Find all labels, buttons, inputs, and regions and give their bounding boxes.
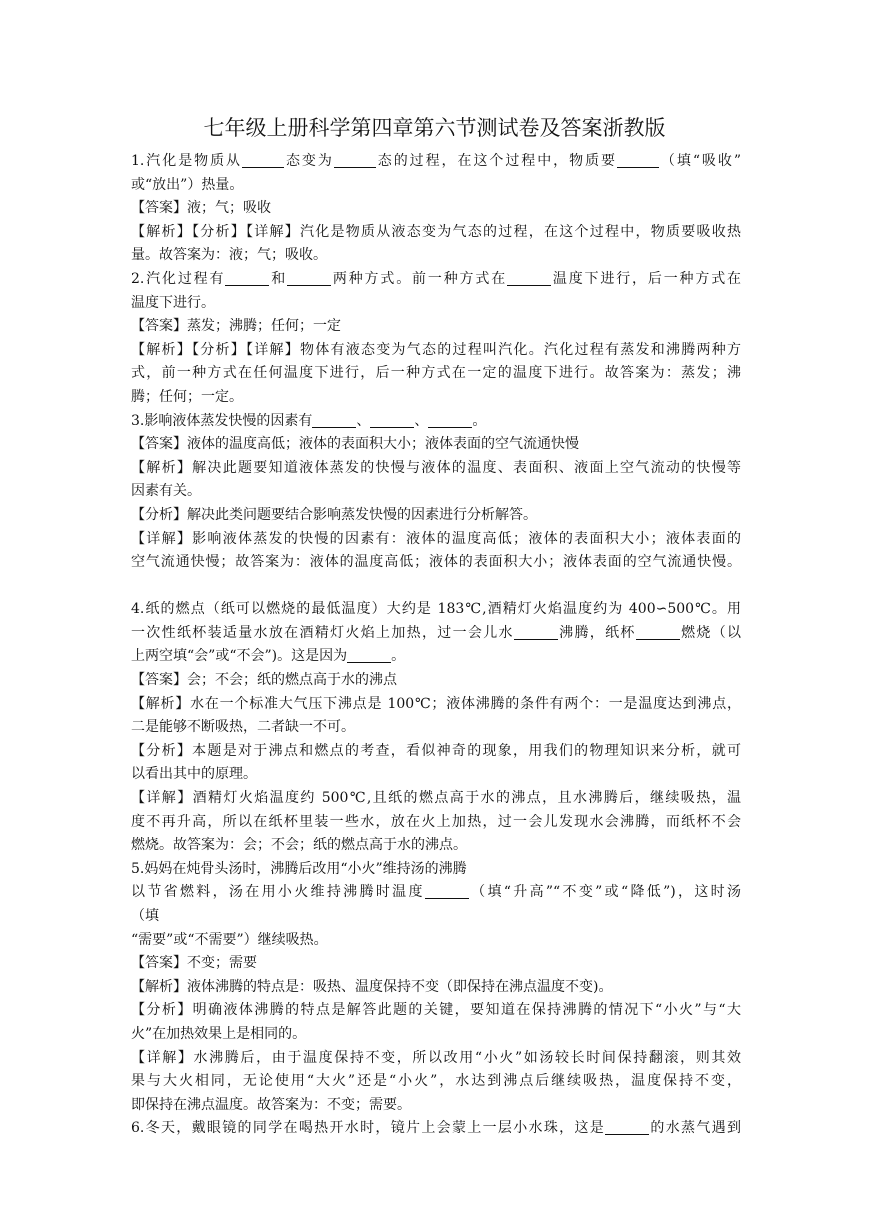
explanation-2-line-3: 腾；任何；一定。	[131, 388, 243, 405]
analysis-3-line-2: 因素有关。	[131, 483, 201, 500]
analysis-3-line-1: 【解析】解决此题要知道液体蒸发的快慢与液体的温度、表面积、液面上空气流动的快慢等	[131, 459, 741, 476]
question-6-line-1	[131, 1117, 741, 1141]
explanation-1-line-2: 量。故答案为：液；气；吸收。	[131, 247, 327, 264]
detail-4-line-1: 【详解】酒精灯火焰温度约 500℃,且纸的燃点高于水的沸点，且水沸腾后，继续吸热，温	[131, 790, 741, 807]
answer-blank	[312, 426, 356, 428]
method-3: 【分析】解决此类问题要结合影响蒸发快慢的因素进行分析解答。	[131, 506, 537, 523]
text: 1.汽化是物质从	[131, 153, 242, 169]
detail-3-line-2: 空气流通快慢；故答案为：液体的温度高低；液体的表面积大小；液体表面的空气流通快慢。	[131, 554, 741, 571]
question-4-line-1: 4.纸的燃点（纸可以燃烧的最低温度）大约是 183℃,酒精灯火焰温度约为 400∽500℃。用	[131, 601, 741, 618]
question-4-line-3	[131, 645, 741, 669]
text: 、	[414, 412, 429, 429]
text: 的水蒸气遇到	[649, 1120, 741, 1137]
method-4-line-1: 【分析】本题是对于沸点和燃点的考查，看似神奇的现象，用我们的物理知识来分析，就可	[131, 742, 741, 759]
answer-blank	[287, 284, 331, 286]
text: 温度下进行，后一种方式在	[551, 270, 741, 287]
text: 6.冬天，戴眼镜的同学在喝热开水时，镜片上会蒙上一层小水珠，这是	[131, 1120, 606, 1137]
answer-blank	[507, 284, 551, 286]
text: 。	[472, 412, 487, 429]
detail-5-line-3: 即保持在沸点温度。故答案为：不变；需要。	[131, 1096, 411, 1113]
text: 和	[269, 270, 288, 287]
answer-1: 【答案】液；气；吸收	[131, 200, 271, 217]
analysis-4-line-2: 二是能够不断吸热，二者缺一不可。	[131, 719, 355, 736]
method-4-line-2: 以看出其中的原理。	[131, 766, 257, 783]
explanation-2-line-1: 【解析】【分析】【详解】物体有液态变为气态的过程叫汽化。汽化过程有蒸发和沸腾两种方	[131, 341, 741, 358]
question-1-line-1	[131, 150, 741, 174]
page-title: 七年级上册科学第四章第六节测试卷及答案浙教版	[203, 116, 666, 140]
answer-blank	[636, 638, 680, 640]
answer-blank	[514, 638, 558, 640]
question-5-line-4: “需要”或“不需要”）继续吸热。	[131, 931, 328, 948]
answer-5: 【答案】不变；需要	[131, 955, 257, 972]
method-5-line-2: 火”在加热效果上是相同的。	[131, 1025, 307, 1042]
answer-blank	[370, 426, 414, 428]
question-2-line-2: 温度下进行。	[131, 294, 215, 311]
question-1-line-2: 或“放出”）热量。	[131, 176, 244, 193]
spacer	[131, 575, 741, 599]
text: 燃烧（以	[679, 624, 741, 641]
method-5-line-1: 【分析】明确液体沸腾的特点是解答此题的关键，要知道在保持沸腾的情况下“小火”与“大	[131, 1002, 741, 1019]
answer-blank	[428, 426, 472, 428]
text: 沸腾，纸杯	[557, 624, 636, 641]
text: 两种方式。前一种方式在	[331, 270, 508, 287]
text: （填“升高”“不变”或“降低”)，这时汤	[468, 884, 741, 901]
detail-4-line-3: 燃烧。故答案为：会；不会；纸的燃点高于水的沸点。	[131, 837, 467, 854]
answer-blank	[617, 166, 659, 168]
answer-4: 【答案】会；不会；纸的燃点高于水的沸点	[131, 672, 397, 689]
detail-3-line-1: 【详解】影响液体蒸发的快慢的因素有：液体的温度高低；液体的表面积大小；液体表面的	[131, 530, 741, 547]
text: 态的过程，在这个过程中，物质要	[375, 153, 617, 169]
text: （填“吸收”	[658, 153, 741, 169]
question-5-line-2	[131, 881, 741, 905]
text: 、	[356, 412, 371, 429]
question-5-line-3: （填	[131, 908, 159, 924]
text: 一次性纸杯装适量水放在酒精灯火焰上加热，过一会儿水	[131, 624, 514, 641]
answer-2: 【答案】蒸发；沸腾；任何；一定	[131, 318, 341, 335]
question-3-line-1	[131, 410, 741, 434]
text: 2.汽化过程有	[131, 270, 226, 287]
question-2-line-1	[131, 268, 741, 292]
explanation-1-line-1: 【解析】【分析】【详解】汽化是物质从液态变为气态的过程，在这个过程中，物质要吸收热	[131, 223, 741, 240]
answer-blank	[225, 284, 269, 286]
answer-blank	[242, 166, 284, 168]
detail-4-line-2: 度不再升高，所以在纸杯里装一些水，放在火上加热，过一会儿发现水会沸腾，而纸杯不会	[131, 813, 741, 830]
answer-blank	[334, 166, 376, 168]
question-5-line-1: 5.妈妈在炖骨头汤时，沸腾后改用“小火”维持汤的沸腾	[131, 860, 467, 877]
explanation-2-line-2: 式，前一种方式在任何温度下进行，后一种方式在一定的温度下进行。故答案为：蒸发；沸	[131, 365, 741, 382]
answer-blank	[605, 1133, 649, 1135]
detail-5-line-2: 果与大火相同，无论使用“大火”还是“小火”，水达到沸点后继续吸热，温度保持不变，	[131, 1073, 741, 1090]
text: 以节省燃料，汤在用小火维持沸腾时温度	[131, 884, 425, 901]
document-body	[131, 150, 741, 1141]
analysis-5: 【解析】液体沸腾的特点是：吸热、温度保持不变（即保持在沸点温度不变)。	[131, 978, 613, 995]
detail-5-line-1: 【详解】水沸腾后，由于温度保持不变，所以改用“小火”如汤较长时间保持翻滚，则其效	[131, 1049, 741, 1066]
text: 。	[391, 648, 406, 665]
text: 上两空填“会”或“不会”)。这是因为	[131, 648, 348, 665]
analysis-4-line-1: 【解析】水在一个标准大气压下沸点是 100℃；液体沸腾的条件有两个：一是温度达到沸点，	[131, 695, 741, 712]
question-4-line-2	[131, 622, 741, 646]
answer-3: 【答案】液体的温度高低；液体的表面积大小；液体表面的空气流通快慢	[131, 436, 579, 453]
answer-blank	[425, 897, 469, 899]
text: 态变为	[284, 153, 334, 169]
answer-blank	[347, 661, 391, 663]
text: 3.影响液体蒸发快慢的因素有	[131, 412, 313, 429]
